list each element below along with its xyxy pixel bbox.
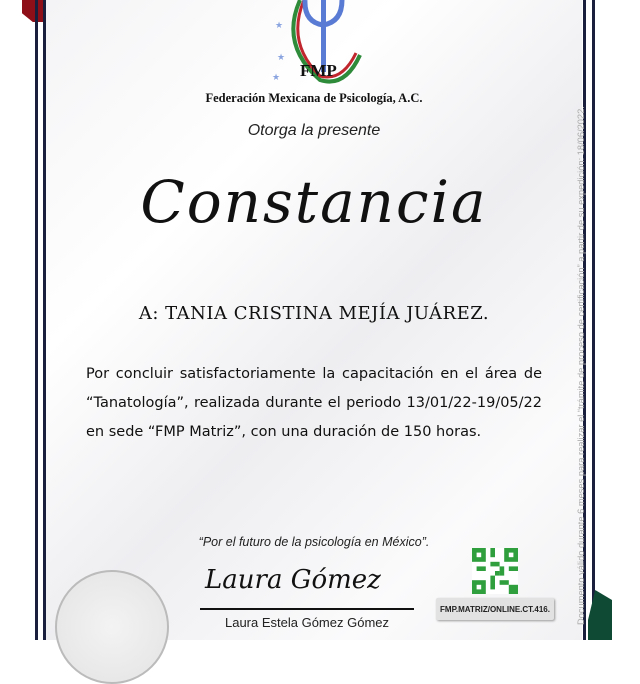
border-line (35, 0, 38, 640)
certificate-code: FMP.MATRIZ/ONLINE.CT.416. (436, 598, 554, 620)
organization-name: Federación Mexicana de Psicología, A.C. (205, 91, 423, 105)
signer-name: Laura Estela Gómez Gómez (224, 615, 390, 630)
certificate-title: Constancia (140, 168, 488, 236)
svg-text:★: ★ (277, 52, 286, 62)
certificate-body: Por concluir satisfactoriamente la capacitación en el área de “Tanatología”, realizada durante el periodo 13/01/22-19/05/22 en sede “FMP Matriz”, con una duración de 150 horas. (86, 366, 542, 440)
fmp-logo (260, 0, 380, 90)
logo-text: FMP (300, 61, 337, 80)
grants-text: Otorga la presente (247, 122, 381, 139)
svg-text:★: ★ (272, 72, 281, 82)
validity-note: Documento válido durante 6 meses para realizar el “trámite de proceso de certificación” a partir de su expedición: 18/06/2022. (576, 106, 586, 625)
signature: Laura Gómez (205, 565, 381, 595)
svg-text:★: ★ (275, 20, 284, 30)
signature-line (200, 608, 414, 610)
border-line (592, 0, 595, 640)
qr-code (472, 548, 518, 594)
mexico-map-seal (55, 570, 169, 684)
recipient-name: A: TANIA CRISTINA MEJÍA JUÁREZ. (138, 303, 490, 324)
motto: “Por el futuro de la psicología en México”. (198, 535, 430, 549)
